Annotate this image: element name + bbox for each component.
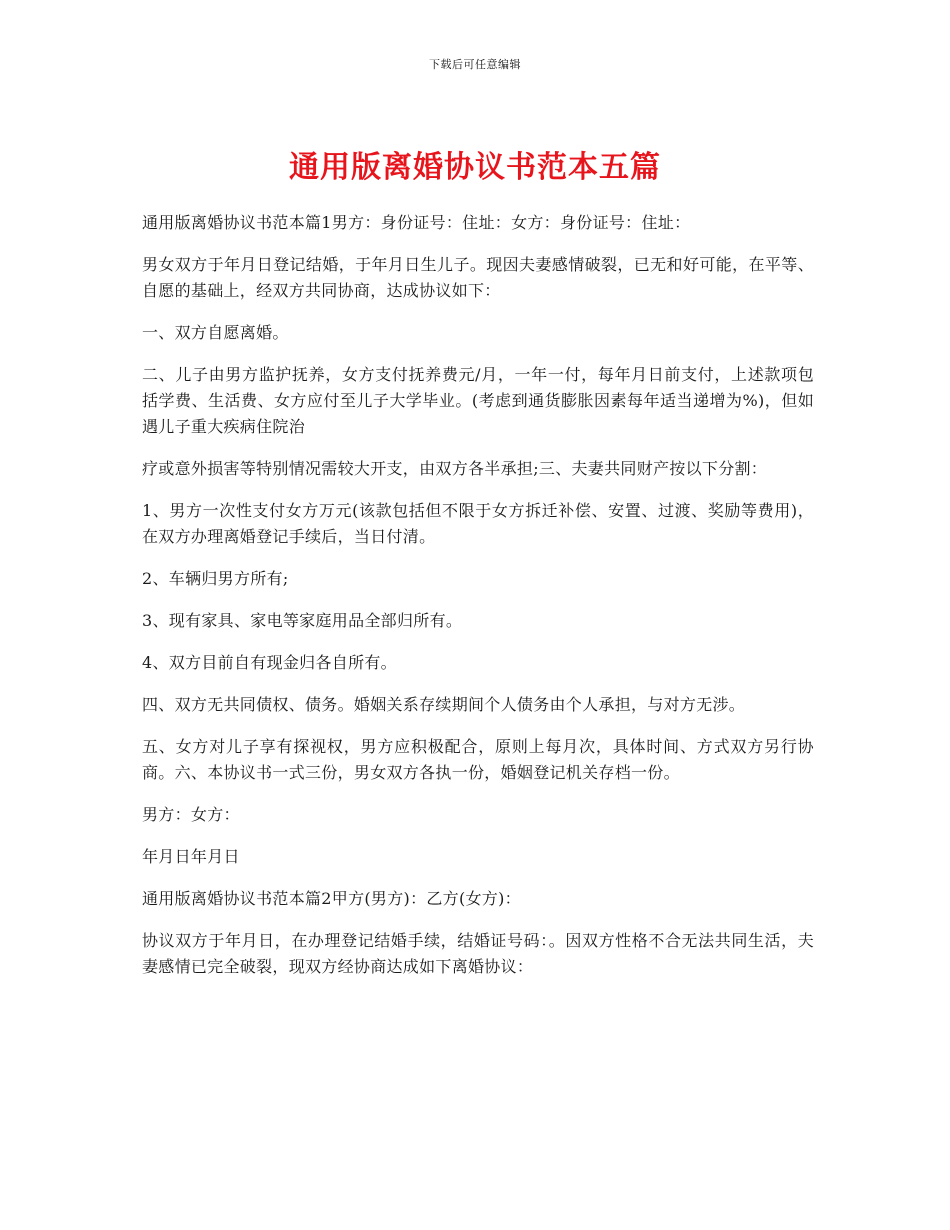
header-note: 下载后可任意编辑: [429, 58, 521, 71]
paragraph-15: 协议双方于年月日，在办理登记结婚手续，结婚证号码：。因双方性格不合无法共同生活，夫妻感情已完全破裂，现双方经协商达成如下离婚协议：: [142, 931, 814, 976]
document-body: [142, 210, 814, 996]
paragraph-5: 疗或意外损害等特别情况需较大开支，由双方各半承担;三、夫妻共同财产按以下分割：: [142, 459, 768, 478]
paragraph-6: 1、男方一次性支付女方万元(该款包括但不限于女方拆迁补偿、安置、过渡、奖励等费用)，在双方办理离婚登记手续后，当日付清。: [142, 501, 814, 546]
paragraph-13: 年月日年月日: [142, 847, 240, 866]
paragraph-10: 四、双方无共同债权、债务。婚姻关系存续期间个人债务由个人承担，与对方无涉。: [142, 695, 746, 714]
paragraph-11: 五、女方对儿子享有探视权，男方应积极配合，原则上每月次，具体时间、方式双方另行协商。六、本协议书一式三份，男女双方各执一份，婚姻登记机关存档一份。: [142, 737, 814, 782]
document-title: 通用版离婚协议书范本五篇: [289, 150, 661, 185]
paragraph-4: 二、儿子由男方监护抚养，女方支付抚养费元/月，一年一付，每年月日前支付，上述款项包括学费、生活费、女方应付至儿子大学毕业。(考虑到通货膨胀因素每年适当递增为%)，但如遇儿子重大疾病住院治: [142, 365, 814, 436]
paragraph-9: 4、双方目前自有现金归各自所有。: [142, 653, 397, 672]
paragraph-1: 通用版离婚协议书范本篇1男方：身份证号：住址：女方：身份证号：住址：: [142, 213, 691, 232]
paragraph-14: 通用版离婚协议书范本篇2甲方(男方)：乙方(女方)：: [142, 889, 521, 908]
paragraph-7: 2、车辆归男方所有;: [142, 569, 289, 588]
paragraph-8: 3、现有家具、家电等家庭用品全部归所有。: [142, 611, 463, 630]
paragraph-2: 男女双方于年月日登记结婚，于年月日生儿子。现因夫妻感情破裂，已无和好可能，在平等、自愿的基础上，经双方共同协商，达成协议如下：: [142, 255, 814, 300]
paragraph-12: 男方：女方：: [142, 805, 240, 824]
paragraph-3: 一、双方自愿离婚。: [142, 323, 289, 342]
